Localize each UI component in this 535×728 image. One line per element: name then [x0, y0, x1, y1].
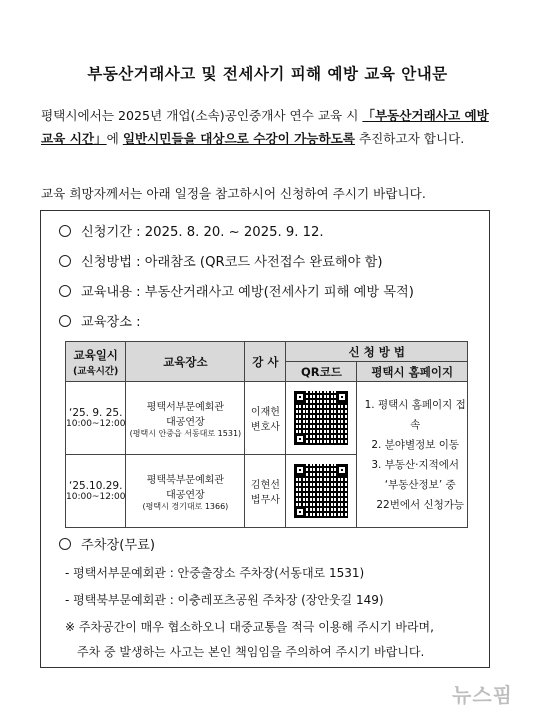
info-box — [40, 210, 490, 668]
step-3c: 22번에서 신청가능 — [376, 498, 465, 511]
circle-bullet-icon — [59, 225, 71, 237]
item-content — [59, 281, 414, 300]
row-hall: 대공연장 — [166, 416, 205, 428]
header-qr: QR코드 — [286, 362, 357, 382]
step-2: 2. 분야별정보 이동 — [371, 438, 460, 451]
row-lecturer: 이재헌 — [250, 407, 280, 418]
header-homepage: 평택시 홈페이지 — [357, 362, 468, 382]
table-row — [66, 382, 468, 455]
parking-title: 주차장(무료) — [81, 538, 155, 553]
step-3b: ‘부동산정보’ 중 — [384, 478, 456, 491]
qr-code-icon[interactable] — [294, 464, 348, 518]
header-date: 교육일시 (교육시간) — [66, 342, 126, 382]
header-method: 신 청 방 법 — [286, 342, 468, 362]
intro-emphasis-2: 일반시민들을 대상으로 수강이 가능하도록 — [122, 131, 355, 146]
intro-emphasis-1: 「부동산거래사고 예방 교육 시간」 — [41, 108, 489, 146]
row-lecturer: 김현선 — [250, 480, 280, 491]
intro-line-2: 교육 희망자께서는 아래 일정을 참고하시어 신청하여 주시기 바랍니다. — [41, 186, 426, 201]
row-lecturer-title: 법무사 — [250, 495, 280, 506]
row-place: 평택서부문예회관 — [146, 401, 225, 413]
step-1: 1. 평택시 홈페이지 접속 — [364, 398, 466, 431]
row-date: ‘25. 9. 25. — [68, 407, 123, 419]
page-title: 부동산거래사고 및 전세사기 피해 예방 교육 안내문 — [87, 65, 448, 83]
row-address: (평택시 안중읍 서동대로 1531) — [129, 428, 242, 438]
row-time: 10:00~12:00 — [66, 492, 126, 502]
circle-bullet-icon — [59, 285, 71, 297]
parking-west: - 평택서부문예회관 : 안중출장소 주차장(서동대로 1531) — [65, 566, 365, 580]
watermark-logo: 뉴스핌 — [452, 683, 513, 707]
parking-note-2: 주차 중 발생하는 사고는 본인 책임임을 주의하여 주시기 바랍니다. — [77, 645, 425, 659]
row-address: (평택시 경기대로 1366) — [142, 501, 229, 511]
step-3: 3. 부동산·지적에서 — [371, 458, 460, 471]
item-place — [59, 311, 141, 330]
content-text: 교육내용 : 부동산거래사고 예방(전세사기 피해 예방 목적) — [81, 285, 414, 300]
parking-north: - 평택북부문예회관 : 이충레포츠공원 주차장 (장안웃길 149) — [65, 593, 384, 607]
period-text: 신청기간 : 2025. 8. 20. ~ 2025. 9. 12. — [81, 225, 324, 240]
row-time: 10:00~12:00 — [66, 419, 126, 429]
qr-code-icon[interactable] — [294, 391, 348, 445]
row-lecturer-title: 변호사 — [250, 422, 280, 433]
intro-text-2: 에 — [106, 131, 123, 146]
item-method — [59, 251, 382, 270]
header-place: 교육장소 — [126, 342, 245, 382]
place-text: 교육장소 : — [81, 315, 141, 330]
circle-bullet-icon — [59, 315, 71, 327]
row-place: 평택북부문예회관 — [146, 474, 225, 486]
method-text: 신청방법 : 아래참조 (QR코드 사전접수 완료해야 함) — [81, 255, 383, 270]
schedule-table — [65, 341, 468, 528]
parking-note-1: ※ 주차공간이 매우 협소하오니 대중교통을 적극 이용해 주시기 바라며, — [65, 620, 434, 634]
header-lecturer: 강 사 — [245, 342, 286, 382]
item-parking — [59, 534, 155, 553]
row-date: ‘25.10.29. — [68, 480, 123, 492]
homepage-steps — [357, 382, 468, 528]
row-hall: 대공연장 — [166, 489, 205, 501]
intro-text-3: 추진하고자 합니다. — [354, 131, 465, 146]
intro-text-1: 평택시에서는 2025년 개업(소속)공인중개사 연수 교육 시 — [41, 108, 363, 123]
item-period — [59, 221, 324, 240]
intro-paragraph — [41, 104, 499, 150]
circle-bullet-icon — [59, 538, 71, 550]
circle-bullet-icon — [59, 255, 71, 267]
